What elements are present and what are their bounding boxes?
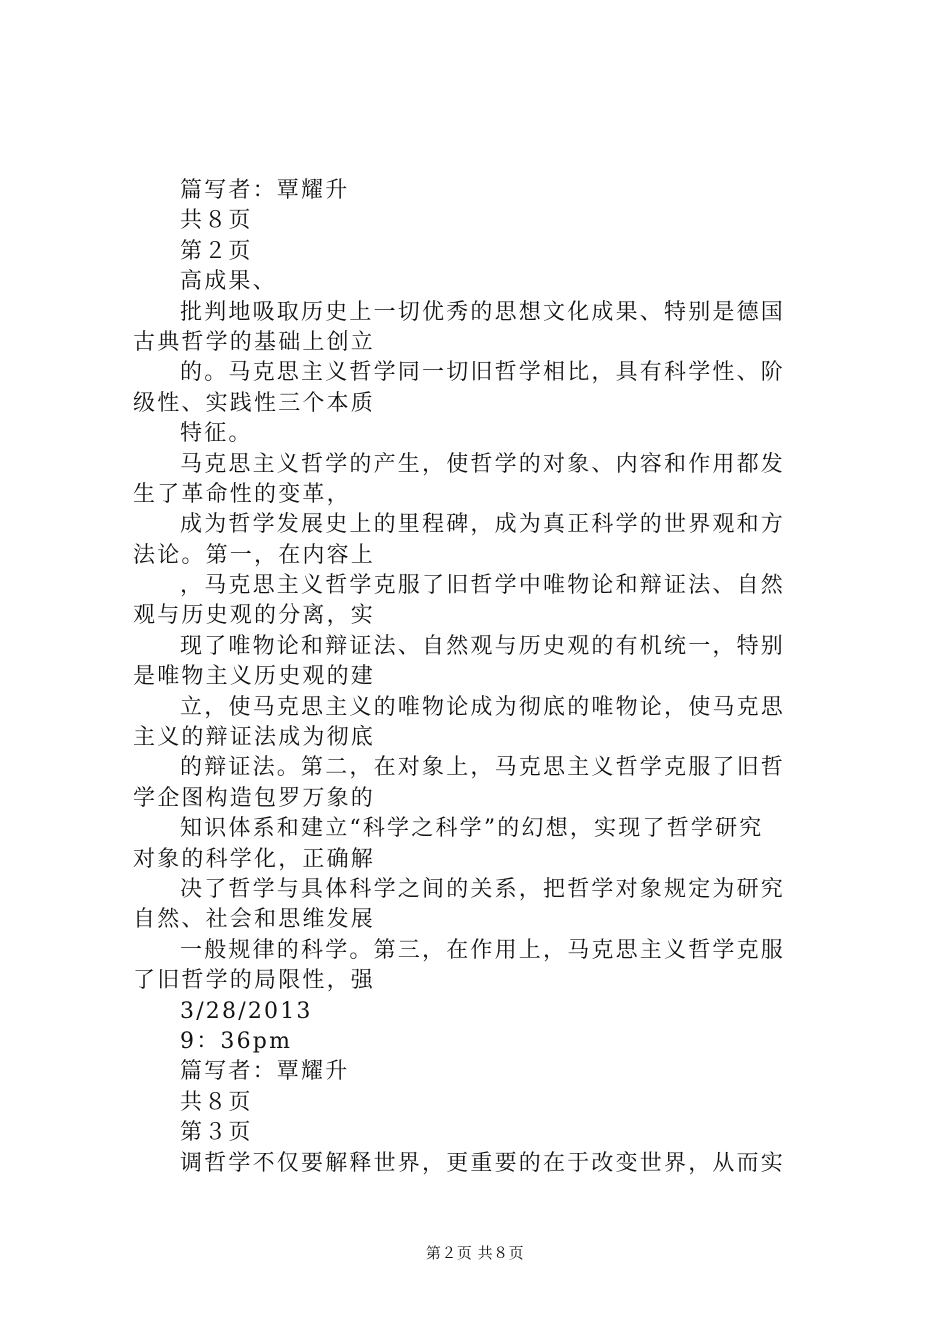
text-line: 学企图构造包罗万象的 bbox=[133, 785, 376, 811]
text-line: 现了唯物论和辩证法、自然观与历史观的有机统一，特别 bbox=[180, 633, 786, 659]
text-line: 3/28/2013 bbox=[180, 998, 313, 1024]
text-line: 第２页 bbox=[180, 238, 253, 264]
text-line: 马克思主义哲学的产生，使哲学的对象、内容和作用都发 bbox=[180, 451, 786, 477]
text-line: 一般规律的科学。第三，在作用上，马克思主义哲学克服 bbox=[180, 937, 786, 963]
text-line: 法论。第一，在内容上 bbox=[133, 542, 376, 568]
text-line: 立，使马克思主义的唯物论成为彻底的唯物论，使马克思 bbox=[180, 694, 786, 720]
text-line: ，马克思主义哲学克服了旧哲学中唯物论和辩证法、自然 bbox=[180, 573, 786, 599]
page-footer: 第２页 共８页 bbox=[425, 1244, 525, 1262]
text-line: 知识体系和建立“科学之科学”的幻想，实现了哲学研究 bbox=[180, 816, 764, 842]
text-line: 成为哲学发展史上的里程碑，成为真正科学的世界观和方 bbox=[180, 512, 786, 538]
text-line: 9：36pm bbox=[180, 1028, 293, 1054]
text-line: 调哲学不仅要解释世界，更重要的在于改变世界，从而实 bbox=[180, 1150, 786, 1176]
text-line: 共８页 bbox=[180, 208, 253, 234]
text-line: 第３页 bbox=[180, 1120, 253, 1146]
text-line: 观与历史观的分离，实 bbox=[133, 603, 376, 629]
text-line: 生了革命性的变革， bbox=[133, 481, 351, 507]
text-line: 自然、社会和思维发展 bbox=[133, 907, 376, 933]
text-line: 是唯物主义历史观的建 bbox=[133, 664, 376, 690]
text-line: 共８页 bbox=[180, 1089, 253, 1115]
text-line: 决了哲学与具体科学之间的关系，把哲学对象规定为研究 bbox=[180, 876, 786, 902]
text-line: 篇写者：覃耀升 bbox=[180, 178, 350, 203]
text-line: 特征。 bbox=[180, 421, 253, 447]
text-line: 的。马克思主义哲学同一切旧哲学相比，具有科学性、阶 bbox=[180, 360, 786, 386]
text-line: 主义的辩证法成为彻底 bbox=[133, 725, 376, 751]
text-line: 高成果、 bbox=[180, 269, 277, 295]
text-line: 篇写者：覃耀升 bbox=[180, 1059, 350, 1085]
text-line: 对象的科学化，正确解 bbox=[133, 846, 376, 872]
document-body bbox=[133, 176, 833, 1179]
text-line: 了旧哲学的局限性，强 bbox=[133, 968, 376, 994]
text-line: 的辩证法。第二，在对象上，马克思主义哲学克服了旧哲 bbox=[180, 755, 786, 781]
text-line: 古典哲学的基础上创立 bbox=[133, 329, 376, 355]
text-line: 批判地吸取历史上一切优秀的思想文化成果、特别是德国 bbox=[180, 299, 786, 325]
text-line: 级性、实践性三个本质 bbox=[133, 390, 376, 416]
